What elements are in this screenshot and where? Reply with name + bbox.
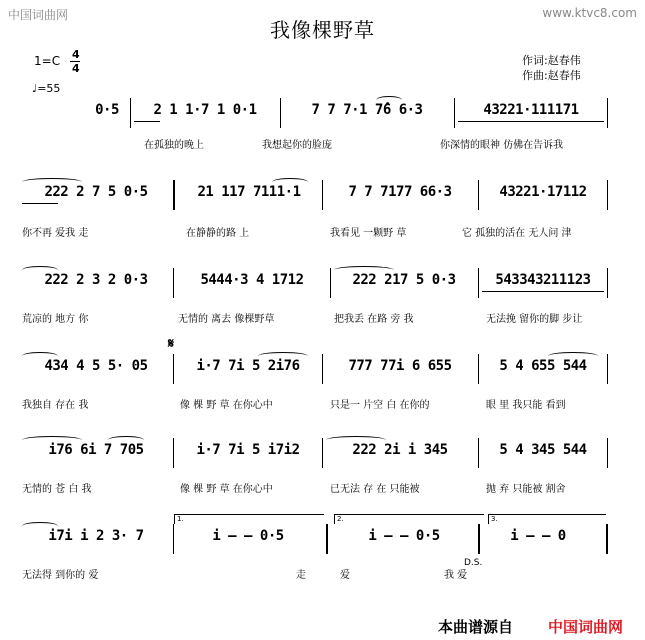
barline <box>478 354 479 384</box>
beam <box>22 203 58 204</box>
time-signature-bottom: 4 <box>72 62 80 75</box>
lyric-phrase: 走 <box>296 570 306 581</box>
tempo-marking: ♩=55 <box>32 82 61 95</box>
measure: 5 4 345 544 <box>499 442 587 458</box>
measure: 777 77i 6 655 <box>348 358 452 374</box>
lyric-phrase: 你深情的眼神 仿佛在告诉我 <box>440 140 564 151</box>
barline <box>607 354 608 384</box>
lyric-phrase: 我 爱 <box>444 570 468 581</box>
barline <box>454 98 455 128</box>
measure: 7 7 7·1 7̂6 6·3 <box>311 102 423 118</box>
lyric-phrase: 在静静的路 上 <box>186 228 250 239</box>
barline <box>173 268 174 298</box>
measure: 434 4 5 5· 05 <box>44 358 148 374</box>
source-site: 中国词曲网 <box>548 618 624 636</box>
barline <box>173 438 174 468</box>
measure: 43221·17112 <box>499 184 587 200</box>
measure: 0·5 <box>95 102 119 118</box>
measure: 222 2i i 345 <box>352 442 448 458</box>
slur <box>22 178 82 186</box>
lyric-phrase: 只是一 片空 白 在你的 <box>330 400 430 411</box>
barline <box>280 98 281 128</box>
volta-1: 1. <box>174 514 324 524</box>
slur <box>22 522 58 530</box>
measure: i76 6i 7 705 <box>48 442 144 458</box>
beam <box>134 121 160 122</box>
lyric-phrase: 在孤独的晚上 <box>144 140 204 151</box>
lyric-phrase: 无情的 离去 像棵野草 <box>178 314 275 325</box>
segno-icon: 𝄋 <box>168 336 175 352</box>
slur <box>258 352 308 360</box>
barline <box>322 354 323 384</box>
slur <box>326 436 386 444</box>
measure: i·7 7i 5 i7i2 <box>196 442 300 458</box>
time-signature-top: 4 <box>72 48 80 61</box>
slur <box>108 436 144 444</box>
barline <box>478 438 479 468</box>
slur <box>334 266 394 274</box>
lyric-phrase: 荒凉的 地方 你 <box>22 314 89 325</box>
measure: 21 117 7111·1 <box>197 184 301 200</box>
volta-3: 3. <box>488 514 606 524</box>
source-label: 本曲谱源自 <box>438 618 514 636</box>
slur <box>22 436 82 444</box>
barline <box>607 98 608 128</box>
dal-segno-marking: D.S. <box>464 558 483 568</box>
barline <box>322 438 323 468</box>
watermark-site-right: www.ktvc8.com <box>542 6 637 20</box>
composer-credit: 作曲:赵春伟 <box>522 69 581 82</box>
slur <box>22 266 58 274</box>
lyric-phrase: 像 棵 野 草 在你心中 <box>180 484 273 495</box>
lyric-phrase: 抛 弃 只能被 割舍 <box>486 484 566 495</box>
lyric-phrase: 把我丢 在路 旁 我 <box>334 314 414 325</box>
key-signature: 1=C <box>34 54 61 68</box>
slur <box>272 178 308 186</box>
measure: i7i i 2 3· 7 <box>48 528 144 544</box>
measure: 543343211123 <box>495 272 591 288</box>
lyric-phrase: 你不再 爱我 走 <box>22 228 89 239</box>
lyric-phrase: 我看见 一颗野 草 <box>330 228 407 239</box>
song-title: 我像棵野草 <box>270 18 375 42</box>
measure: 222 2 7 5 0·5 <box>44 184 148 200</box>
lyric-phrase: 无法得 到你的 爱 <box>22 570 99 581</box>
lyricist-credit: 作词:赵春伟 <box>522 54 581 67</box>
repeat-end-barline <box>326 524 328 554</box>
repeat-end-barline <box>478 524 480 554</box>
barline <box>478 180 479 210</box>
lyric-phrase: 我独自 存在 我 <box>22 400 89 411</box>
barline <box>607 180 608 210</box>
slur <box>22 352 58 360</box>
barline <box>478 268 479 298</box>
volta-2: 2. <box>334 514 484 524</box>
final-barline <box>606 524 608 554</box>
measure: 43221·111171 <box>483 102 579 118</box>
lyric-phrase: 已无法 存 在 只能被 <box>330 484 420 495</box>
measure: i – – 0 <box>510 528 566 544</box>
measure: i – – 0·5 <box>368 528 440 544</box>
lyric-phrase: 它 孤独的活在 无人问 津 <box>462 228 572 239</box>
watermark-site-left: 中国词曲网 <box>8 8 69 22</box>
barline <box>607 438 608 468</box>
barline <box>607 268 608 298</box>
measure: 5 4 655 544 <box>499 358 587 374</box>
measure: 222 217 5 0·3 <box>352 272 456 288</box>
barline <box>330 268 331 298</box>
measure: i·7 7i 5 2i76 <box>196 358 300 374</box>
lyric-phrase: 无法挽 留你的脚 步让 <box>486 314 583 325</box>
repeat-start-barline <box>173 180 175 210</box>
barline <box>322 180 323 210</box>
measure: 7 7 7177 66·3 <box>348 184 452 200</box>
measure: 2 1 1·7 1 0·1 <box>153 102 257 118</box>
lyric-phrase: 像 棵 野 草 在你心中 <box>180 400 273 411</box>
lyric-phrase: 眼 里 我只能 看到 <box>486 400 566 411</box>
barline <box>130 98 131 128</box>
measure: i – – 0·5 <box>212 528 284 544</box>
measure: 222 2 3 2 0·3 <box>44 272 148 288</box>
beam <box>458 121 604 122</box>
barline <box>173 524 174 554</box>
slur <box>548 352 598 360</box>
beam <box>482 291 604 292</box>
slur <box>376 96 402 104</box>
barline <box>173 354 174 384</box>
lyric-phrase: 我想起你的脸庞 <box>262 140 332 151</box>
measure: 5444·3 4 1712 <box>200 272 304 288</box>
lyric-phrase: 爱 <box>340 570 350 581</box>
lyric-phrase: 无情的 苍 白 我 <box>22 484 92 495</box>
